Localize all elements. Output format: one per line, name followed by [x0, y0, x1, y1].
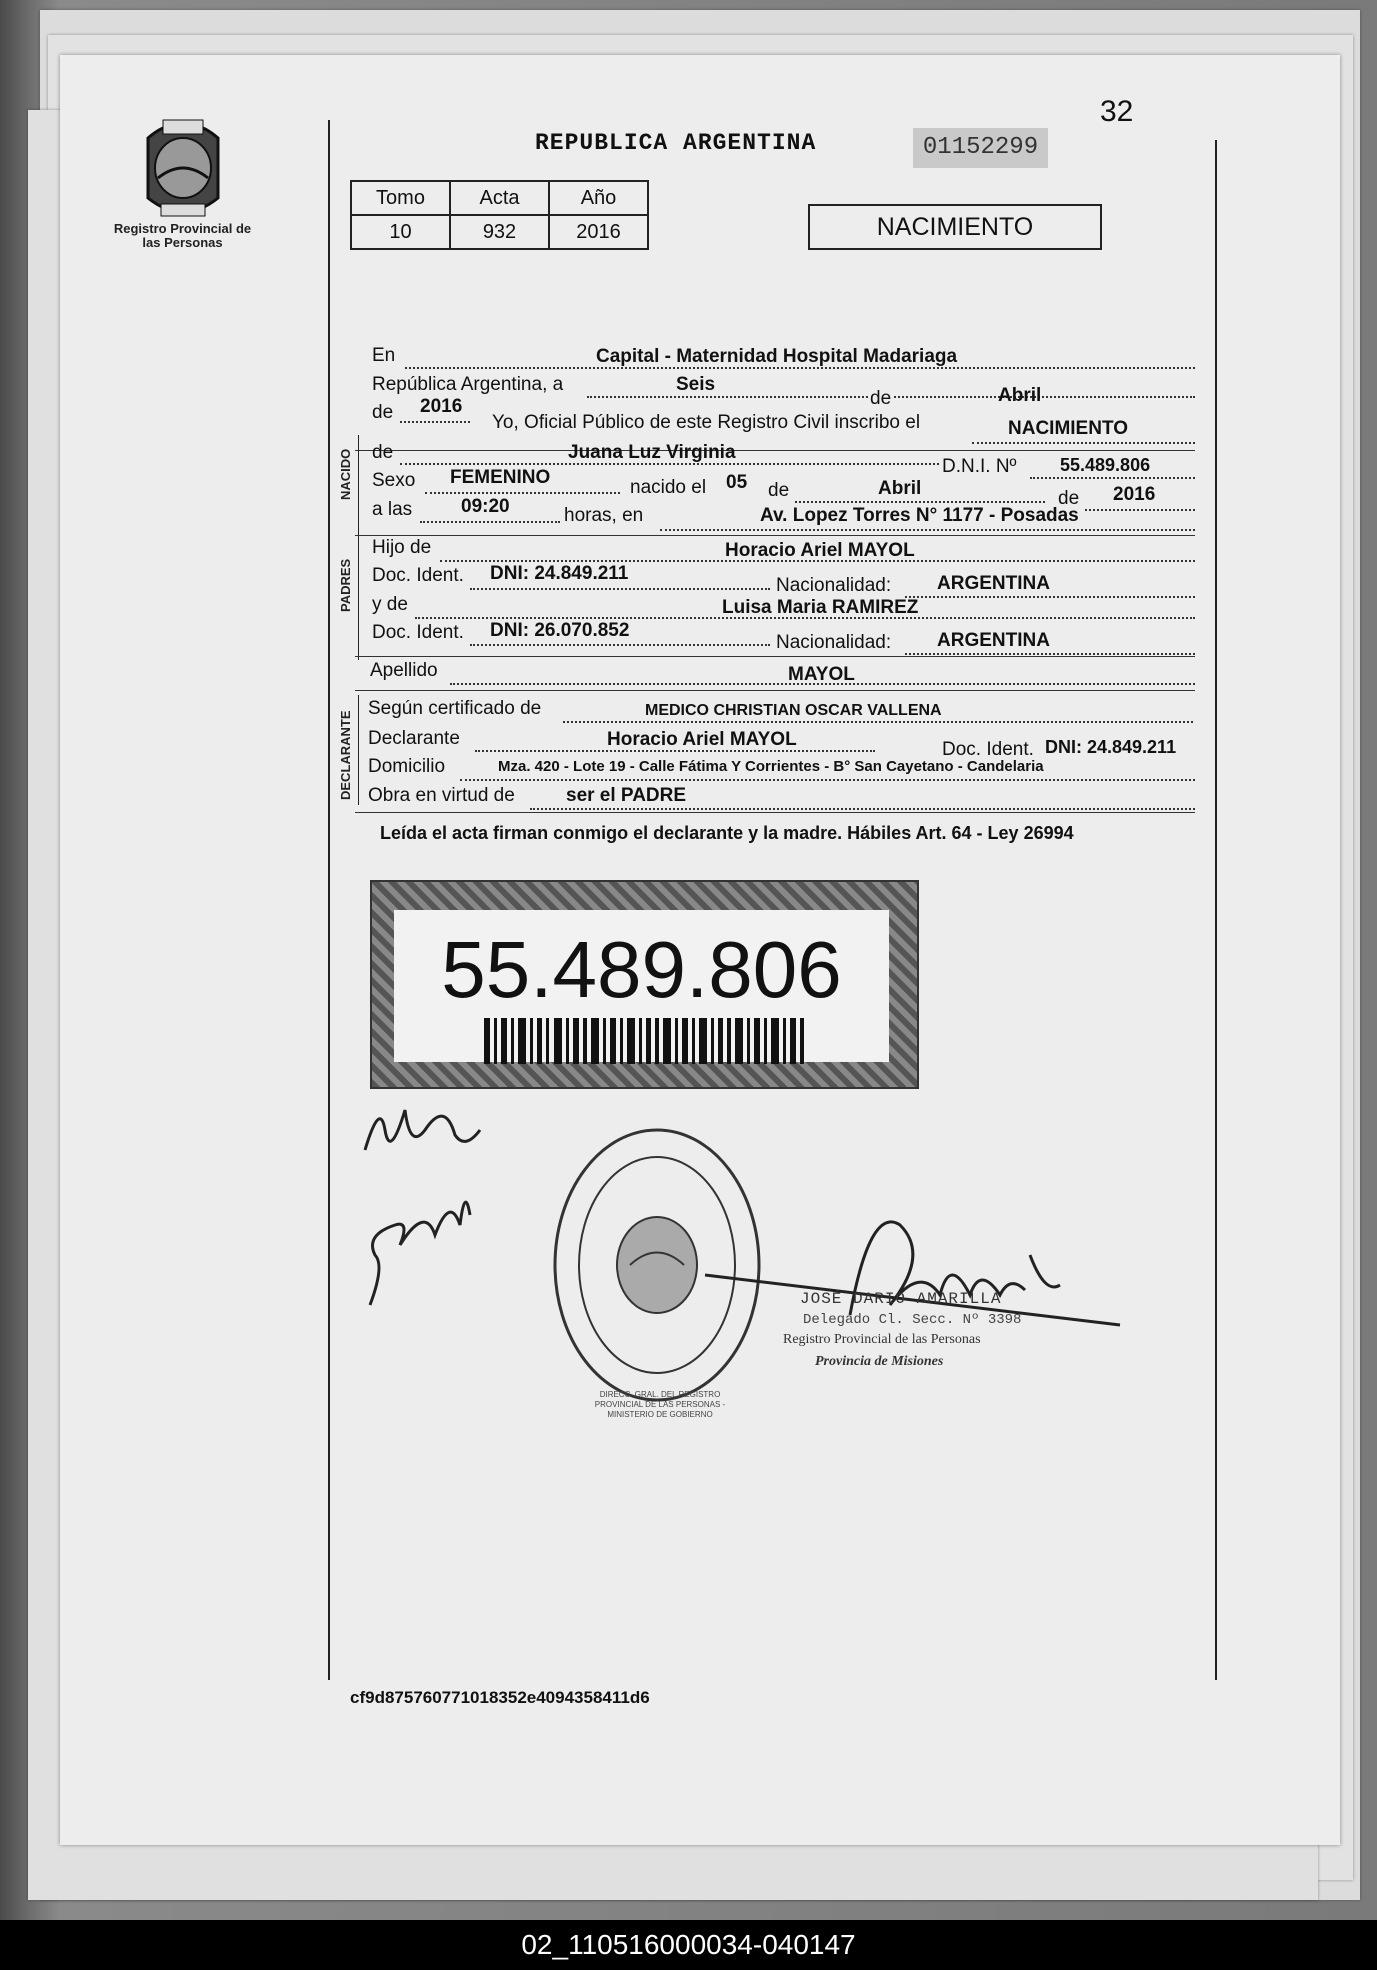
nacido-section-label: NACIDO [338, 448, 353, 500]
dni-sticker [370, 880, 919, 1089]
province-logo [128, 108, 238, 226]
doc-ident-label: Doc. Ident. [372, 565, 464, 586]
dotted-line [530, 807, 1195, 810]
nacionalidad-label: Nacionalidad: [776, 575, 892, 596]
section-divider [355, 690, 1195, 691]
dotted-line [425, 491, 620, 494]
day-text: Seis [676, 374, 716, 395]
place-value: Capital - Maternidad Hospital Madariaga [596, 346, 958, 367]
domicilio-label: Domicilio [368, 756, 446, 777]
birth-month: Abril [878, 478, 922, 499]
nacido-el-label: nacido el [630, 477, 707, 498]
section-divider [355, 656, 1195, 657]
child-dni: 55.489.806 [1060, 455, 1151, 475]
record-type-value: NACIMIENTO [1008, 418, 1128, 439]
anio-header: Año [549, 181, 648, 215]
acta-value: 932 [450, 215, 549, 249]
dotted-line [795, 500, 1045, 503]
dotted-line [1085, 508, 1195, 511]
republic-label: República Argentina, a [372, 374, 564, 395]
child-name: Juana Luz Virginia [568, 442, 736, 463]
tomo-value: 10 [351, 215, 450, 249]
page-number: 32 [1100, 95, 1134, 128]
acta-header: Acta [450, 181, 549, 215]
declarant-signature [355, 1090, 485, 1170]
padres-section-label: PADRES [338, 558, 353, 612]
de-label: de [870, 388, 892, 409]
section-bar [358, 538, 359, 660]
section-divider [355, 812, 1195, 813]
sexo-label: Sexo [372, 470, 416, 491]
sticker-number: 55.489.806 [441, 925, 842, 1014]
official-province: Provincia de Misiones [815, 1354, 944, 1369]
declarante-label: Declarante [368, 728, 460, 749]
registry-table [350, 180, 649, 250]
dotted-line [1030, 476, 1195, 479]
mother-signature [355, 1175, 475, 1315]
barcode [484, 1018, 804, 1064]
legal-note: Leída el acta firman conmigo el declarante y la madre. Hábiles Art. 64 - Ley 26994 [380, 823, 1074, 843]
birth-address: Av. Lopez Torres N° 1177 - Posadas [760, 505, 1079, 526]
role-value: ser el PADRE [566, 785, 687, 806]
sex-value: FEMENINO [450, 467, 551, 488]
certificate-value: MEDICO CHRISTIAN OSCAR VALLENA [645, 702, 942, 719]
birth-time: 09:20 [461, 496, 510, 517]
hijo-label: Hijo de [372, 537, 432, 558]
mother-doc: DNI: 26.070.852 [490, 620, 630, 641]
dni-label: D.N.I. Nº [942, 456, 1017, 477]
dotted-line [470, 643, 770, 646]
official-title: Delegado Cl. Secc. Nº 3398 [803, 1312, 1022, 1328]
mother-name: Luisa Maria RAMIREZ [722, 597, 919, 618]
father-name: Horacio Ariel MAYOL [725, 540, 915, 561]
sticker-label [394, 910, 889, 1062]
left-frame-line [328, 120, 330, 1680]
dotted-line [420, 520, 560, 523]
domicile-value: Mza. 420 - Lote 19 - Calle Fátima Y Corrientes - B° San Cayetano - Candelaria [498, 758, 1044, 775]
father-doc: DNI: 24.849.211 [490, 563, 629, 584]
en-label: En [372, 345, 396, 366]
de-label: de [1058, 488, 1080, 509]
dotted-line [470, 587, 770, 590]
dotted-line [905, 652, 1195, 655]
anio-value: 2016 [549, 215, 648, 249]
dotted-line [400, 420, 470, 423]
dotted-line [905, 595, 1195, 598]
year-label: de [372, 402, 394, 423]
serial-number: 01152299 [913, 128, 1048, 168]
nacionalidad-label: Nacionalidad: [776, 632, 892, 653]
y-de-label: y de [372, 594, 408, 615]
logo-caption: Registro Provincial de las Personas [113, 221, 252, 250]
declarant-doc: DNI: 24.849.211 [1045, 737, 1177, 757]
section-divider [355, 535, 1195, 536]
dotted-line [972, 441, 1195, 444]
doc-ident-label: Doc. Ident. [942, 739, 1034, 760]
declarant-name: Horacio Ariel MAYOL [607, 729, 797, 750]
month-value: Abril [998, 385, 1042, 406]
section-bar [358, 435, 359, 540]
document-type: NACIMIENTO [808, 204, 1102, 250]
obra-label: Obra en virtud de [368, 785, 515, 806]
dotted-line [460, 778, 1195, 781]
doc-ident-label: Doc. Ident. [372, 622, 464, 643]
country-title: REPUBLICA ARGENTINA [535, 130, 817, 156]
official-office: Registro Provincial de las Personas [783, 1332, 981, 1347]
year-value: 2016 [420, 396, 463, 417]
oficial-text: Yo, Oficial Público de este Registro Civil inscribo el [492, 412, 921, 433]
seal-text: DIRECC. GRAL. DEL REGISTRO PROVINCIAL DE LAS PERSONAS - MINISTERIO DE GOBIERNO [594, 1390, 726, 1419]
birth-year: 2016 [1113, 484, 1156, 505]
declarante-section-label: DECLARANTE [338, 710, 353, 800]
tomo-header: Tomo [351, 181, 450, 215]
horas-label: horas, en [564, 505, 644, 526]
document-hash: cf9d875760771018352e4094358411d6 [350, 1688, 650, 1707]
de-label: de [768, 480, 790, 501]
a-las-label: a las [372, 499, 413, 520]
official-name: JOSÉ DARIO AMARILLA [800, 1290, 1002, 1308]
birth-day: 05 [726, 472, 748, 493]
dotted-line [563, 720, 1193, 723]
right-frame-line [1215, 140, 1217, 1680]
certificado-label: Según certificado de [368, 698, 542, 719]
de-label: de [372, 442, 394, 463]
father-nationality: ARGENTINA [937, 573, 1050, 594]
section-bar [358, 695, 359, 805]
mother-nationality: ARGENTINA [937, 630, 1050, 651]
apellido-label: Apellido [370, 660, 438, 681]
apellido-value: MAYOL [788, 664, 855, 685]
dotted-line [660, 528, 1195, 531]
scan-id-bar: 02_110516000034-040147 [0, 1920, 1377, 1970]
section-divider [355, 450, 1195, 451]
